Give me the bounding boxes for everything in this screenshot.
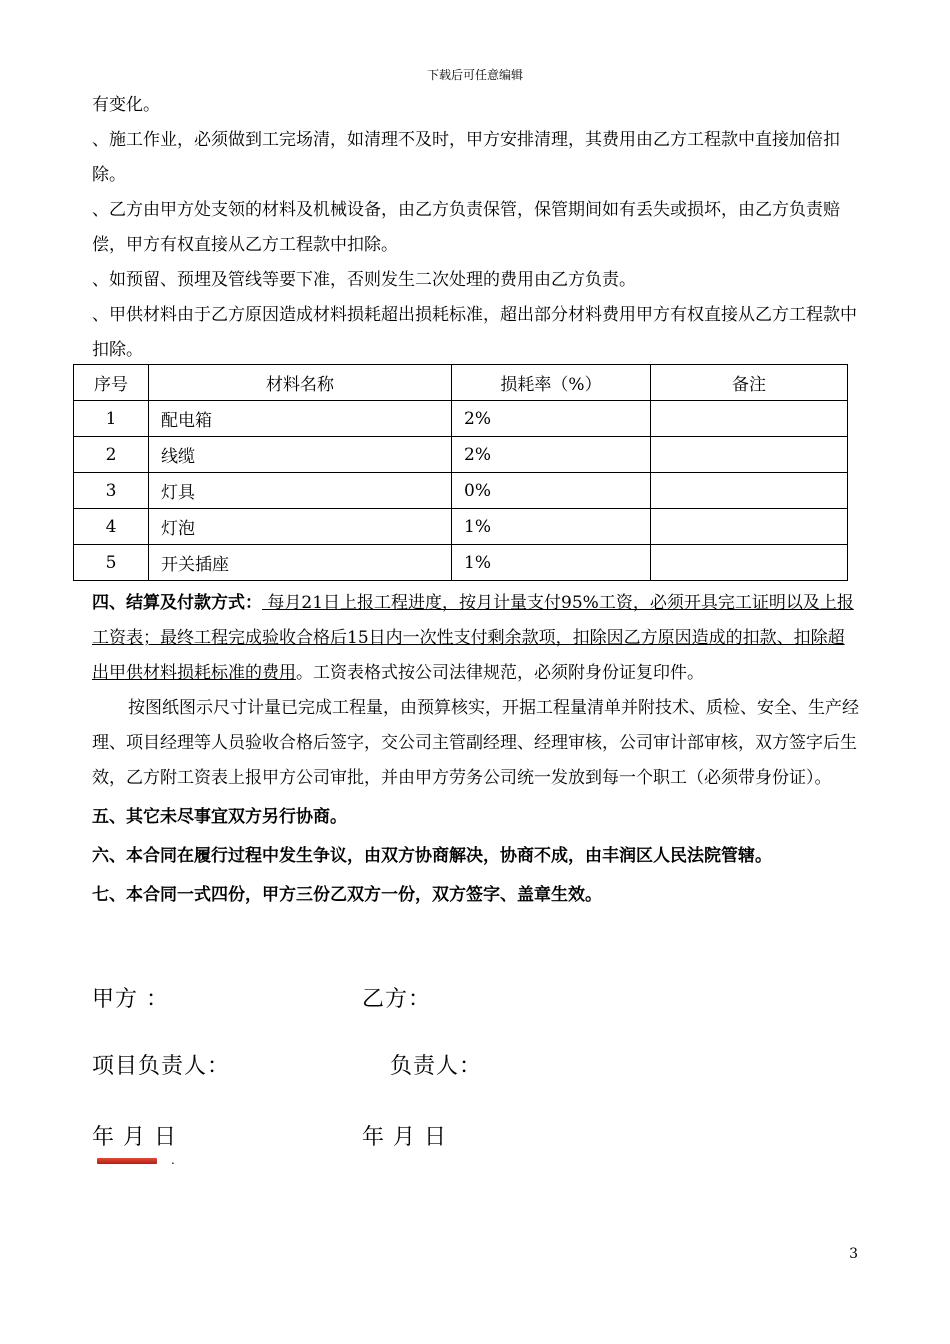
table-row: [74, 509, 848, 545]
clauses-block: [92, 88, 860, 368]
section-4-rest: 。工资表格式按公司法律规范，必须附身份证复印件。: [296, 663, 704, 683]
page-number: 3: [849, 1246, 858, 1262]
cell-rate: 2%: [452, 437, 651, 473]
material-loss-table: [73, 364, 848, 581]
clause-material-custody: 、乙方由甲方处支领的材料及机械设备，由乙方负责保管，保管期间如有丢失或损坏，由乙方负责赔偿，甲方有权直接从乙方工程款中扣除。: [92, 200, 840, 255]
cell-rate: 2%: [452, 401, 651, 437]
section-6: 六、本合同在履行过程中发生争议，由双方协商解决，协商不成，由丰润区人民法院管辖。: [92, 846, 772, 866]
header-name: 材料名称: [149, 365, 452, 401]
cell-note: [651, 545, 848, 581]
section-5: 五、其它未尽事宜双方另行协商。: [92, 807, 347, 827]
project-lead-label: 项目负责人：: [92, 1054, 231, 1079]
footer-dot: .: [171, 1153, 175, 1167]
cell-name: 配电箱: [149, 401, 452, 437]
table-header-row: [74, 365, 848, 401]
date-a-label: 年 月 日: [92, 1125, 177, 1150]
section-7: 七、本合同一式四份，甲方三份乙双方一份，双方签字、盖章生效。: [92, 885, 602, 905]
table-row: [74, 437, 848, 473]
cell-name: 灯具: [149, 473, 452, 509]
cell-name: 开关插座: [149, 545, 452, 581]
cell-name: 线缆: [149, 437, 452, 473]
header-no: 序号: [74, 365, 149, 401]
clause-continuation: 有变化。: [92, 95, 160, 115]
table-row: [74, 473, 848, 509]
party-a-label: 甲方 ：: [92, 987, 169, 1012]
cell-note: [651, 473, 848, 509]
cell-rate: 0%: [452, 473, 651, 509]
table-row: [74, 401, 848, 437]
header-rate: 损耗率（%）: [452, 365, 651, 401]
cell-no: 1: [74, 401, 149, 437]
clause-preembedding: 、如预留、预埋及管线等要下准，否则发生二次处理的费用由乙方负责。: [92, 270, 636, 290]
cell-no: 4: [74, 509, 149, 545]
clause-material-loss: 、甲供材料由于乙方原因造成材料损耗超出损耗标准，超出部分材料费用甲方有权直接从乙方工程款中扣除。: [92, 305, 857, 360]
cell-no: 5: [74, 545, 149, 581]
party-b-label: 乙方：: [362, 987, 432, 1012]
page-header: 下载后可任意编辑: [426, 68, 523, 82]
table-row: [74, 545, 848, 581]
section-4-underlined-terms: 每月21日上报工程进度，按月计量支付95%工资，必须开具完工证明以及上报工资表；最终工程完成验收合格后15日内一次性支付剩余款项，扣除因乙方原因造成的扣款、扣除超出甲供材料损耗标准的费用: [92, 593, 854, 683]
settlement-block: [92, 586, 860, 913]
red-mark: [97, 1158, 157, 1164]
cell-note: [651, 437, 848, 473]
clause-site-cleanup: 、施工作业，必须做到工完场清，如清理不及时，甲方安排清理，其费用由乙方工程款中直接加倍扣除。: [92, 130, 840, 185]
section-4-heading: 四、结算及付款方式：: [92, 593, 262, 613]
cell-note: [651, 401, 848, 437]
date-b-label: 年 月 日: [362, 1125, 447, 1150]
header-note: 备注: [651, 365, 848, 401]
cell-no: 2: [74, 437, 149, 473]
cell-rate: 1%: [452, 509, 651, 545]
lead-label: 负责人：: [390, 1054, 483, 1079]
section-4: [92, 586, 860, 691]
section-4-procedure: 按图纸图示尺寸计量已完成工程量，由预算核实，开据工程量清单并附技术、质检、安全、生产经理、项目经理等人员验收合格后签字，交公司主管副经理、经理审核，公司审计部审核，双方签字后生效，乙方附工资表上报甲方公司审批，并由甲方劳务公司统一发放到每一个职工（必须带身份证）。: [92, 698, 859, 788]
cell-name: 灯泡: [149, 509, 452, 545]
cell-note: [651, 509, 848, 545]
cell-no: 3: [74, 473, 149, 509]
cell-rate: 1%: [452, 545, 651, 581]
